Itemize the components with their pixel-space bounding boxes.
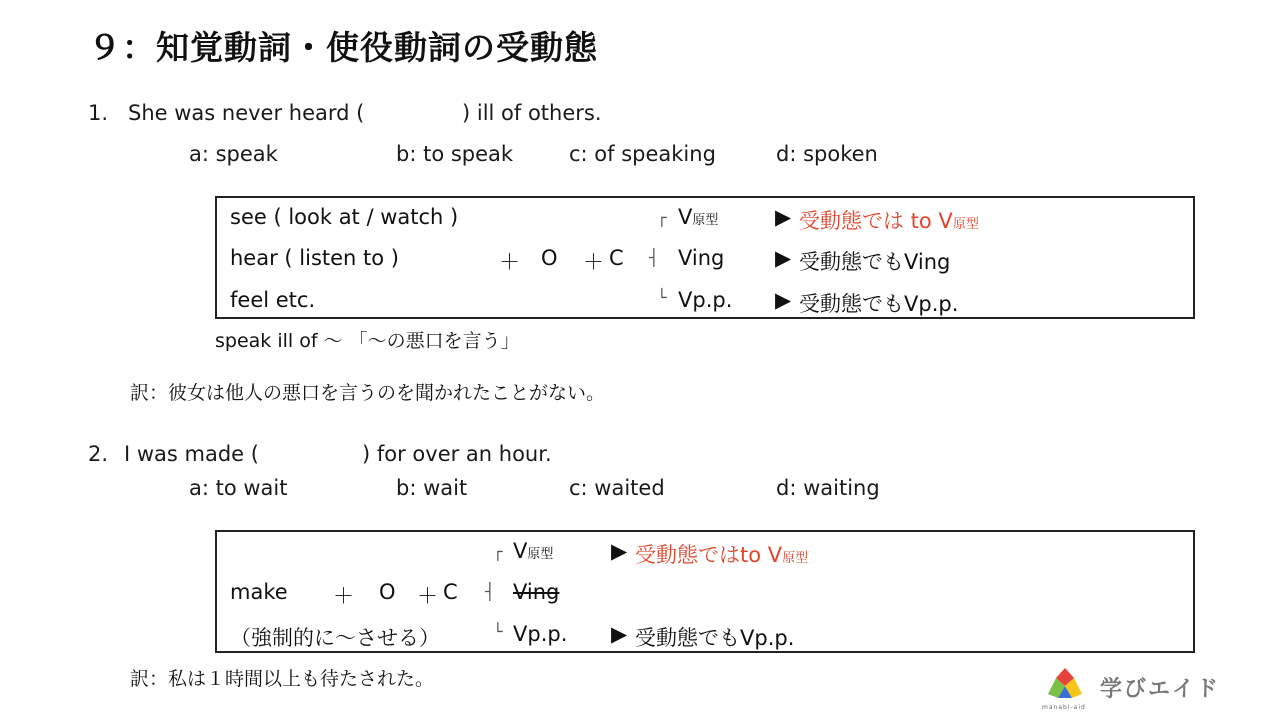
q1-grammar-box: [215, 196, 1195, 319]
q2-form-ving-struck: Ving: [513, 580, 560, 604]
q2-grammar-box: [215, 530, 1195, 653]
q2-arrow-3: ▶: [611, 622, 628, 646]
q1-result-passive-ving: 受動態でもVing: [799, 250, 951, 274]
q2-option-c: c: waited: [569, 476, 665, 500]
q1-idiom-note: speak ill of 〜 「〜の悪口を言う」: [215, 330, 520, 352]
q1-complement-c: C: [609, 246, 624, 270]
q2-translation: 訳：私は１時間以上も待たされた。: [130, 668, 435, 690]
q1-bracket-mid: ┤: [649, 248, 659, 267]
q2-bracket-mid: ┤: [485, 582, 495, 601]
q1-arrow-2: ▶: [775, 246, 792, 270]
q2-option-a: a: to wait: [189, 476, 288, 500]
q1-plus-1: ＋: [499, 250, 520, 274]
q2-plus-2: ＋: [417, 584, 438, 608]
q1-option-d: d: spoken: [776, 142, 878, 166]
q1-arrow-3: ▶: [775, 288, 792, 312]
q2-verb-meaning: （強制的に〜させる）: [230, 626, 440, 650]
q1-arrow-1: ▶: [775, 205, 792, 229]
q1-bracket-bot: └: [657, 288, 667, 307]
q2-option-d: d: waiting: [776, 476, 880, 500]
manabi-aid-logo-icon: [1044, 664, 1086, 708]
q1-text-before: She was never heard (: [128, 101, 365, 125]
q1-translation: 訳：彼女は他人の悪口を言うのを聞かれたことがない。: [130, 382, 606, 404]
q1-form-vpp: Vp.p.: [678, 288, 733, 312]
q2-verb-make: make: [230, 580, 288, 604]
q1-verb-feel: feel etc.: [230, 288, 316, 312]
brand-name: 学びエイド: [1100, 677, 1221, 702]
q1-bracket-top: ┌: [657, 208, 667, 227]
q1-plus-2: ＋: [583, 250, 604, 274]
q2-form-vpp: Vp.p.: [513, 622, 568, 646]
q1-form-base: V原型: [678, 205, 719, 229]
q1-result-passive-vpp: 受動態でもVp.p.: [799, 292, 959, 316]
q2-form-base: V原型: [513, 539, 554, 563]
q2-complement-c: C: [443, 580, 458, 604]
q1-text-after: ) ill of others.: [462, 101, 602, 125]
q1-verb-hear: hear ( listen to ): [230, 246, 399, 270]
q2-result-passive-vpp: 受動態でもVp.p.: [635, 626, 795, 650]
brand-subtitle: manabi-aid: [1042, 704, 1086, 711]
q1-object-o: O: [541, 246, 558, 270]
q1-option-c: c: of speaking: [569, 142, 716, 166]
q2-plus-1: ＋: [333, 584, 354, 608]
q2-bracket-bot: └: [493, 622, 503, 641]
q2-option-b: b: wait: [396, 476, 468, 500]
q2-object-o: O: [379, 580, 396, 604]
q1-number: 1.: [88, 101, 109, 125]
q2-text-after: ) for over an hour.: [362, 442, 552, 466]
q2-result-passive-to-v: 受動態ではto V原型: [635, 543, 809, 567]
q1-option-b: b: to speak: [396, 142, 514, 166]
q2-bracket-top: ┌: [493, 542, 503, 561]
q1-result-passive-to-v: 受動態では to V原型: [799, 209, 979, 233]
q2-text-before: I was made (: [124, 442, 259, 466]
page-title: ９：知覚動詞・使役動詞の受動態: [88, 28, 598, 67]
q1-option-a: a: speak: [189, 142, 278, 166]
q1-form-ving: Ving: [678, 246, 725, 270]
q1-verb-see: see ( look at / watch ): [230, 205, 459, 229]
q2-number: 2.: [88, 442, 109, 466]
q2-arrow-1: ▶: [611, 539, 628, 563]
